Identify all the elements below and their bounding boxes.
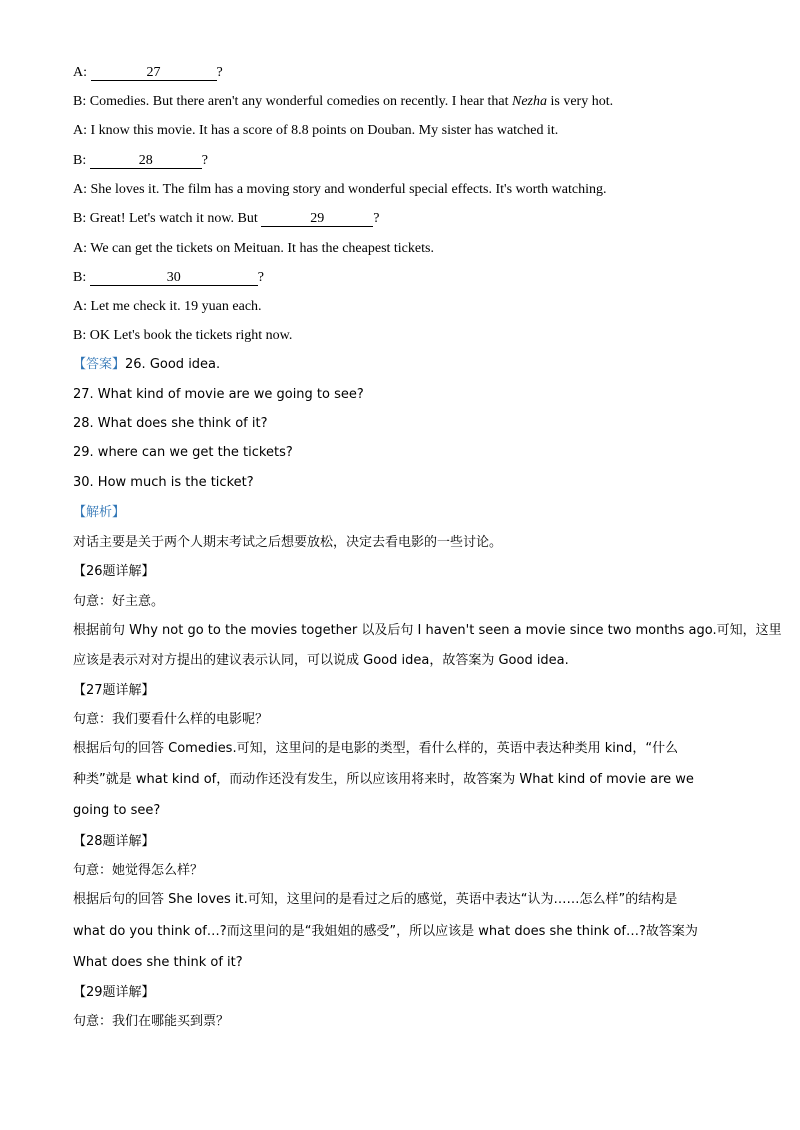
line-text: She loves it. The film has a moving story and wonderful special effects. It's worth watching. [90,182,607,197]
speaker: B: [73,153,90,168]
answer-blank-29: 29 [261,211,373,227]
detail-header-28: 【28题详解】 [73,834,155,849]
dialogue-line-a2 [73,122,558,140]
detail-text-27-1: 根据后句的回答 Comedies.可知，这里问的是电影的类型，看什么样的，英语中表达种类用 kind，“什么 [73,741,679,756]
dialogue-line-a3 [73,181,607,199]
line-end: ? [373,211,380,226]
detail-meaning-27: 句意：我们要看什么样的电影呢？ [73,712,269,727]
line-text: OK Let's book the tickets right now. [89,328,293,343]
detail-header-26: 【26题详解】 [73,564,155,579]
line-text-end: is very hot. [546,94,614,109]
answer-line-29: 29. where can we get the tickets? [73,445,293,460]
detail-meaning-29: 句意：我们在哪能买到票？ [73,1014,230,1029]
detail-meaning-28: 句意：她觉得怎么样？ [73,863,204,878]
answer-line-27: 27. What kind of movie are we going to see? [73,387,364,402]
dialogue-line-a5 [73,298,262,316]
speaker: B: [73,94,90,109]
line-text: I know this movie. It has a score of 8.8 points on Douban. My sister has watched it. [90,123,559,138]
movie-title: Nezha [511,94,547,109]
dialogue-line-29 [73,210,379,228]
dialogue-line-30 [73,269,264,287]
speaker: B: [73,211,90,226]
speaker: B: [73,328,90,343]
line-text: We can get the tickets on Meituan. It has the cheapest tickets. [90,241,434,256]
detail-text-27-3: going to see? [73,803,161,818]
detail-header-27: 【27题详解】 [73,683,155,698]
detail-text-28-1: 根据后句的回答 She loves it.可知，这里问的是看过之后的感觉，英语中表达“认为……怎么样”的结构是 [73,892,678,907]
line-text: Comedies. But there aren't any wonderful comedies on recently. I hear that [89,94,512,109]
speaker: A: [73,123,91,138]
dialogue-line-a4 [73,240,434,258]
detail-header-29: 【29题详解】 [73,985,155,1000]
detail-text-26-2: 应该是表示对对方提出的建议表示认同，可以说成 Good idea，故答案为 Good idea. [73,653,569,668]
detail-meaning-26: 句意：好主意。 [73,594,165,609]
answer-line-26 [73,356,220,374]
detail-text-28-3: What does she think of it? [73,955,243,970]
line-end: ? [257,270,264,285]
line-end: ? [201,153,208,168]
detail-text-28-2: what do you think of…?而这里问的是“我姐姐的感受”，所以应该是 what does she think of…?故答案为 [73,924,698,939]
detail-text-26-1: 根据前句 Why not go to the movies together 以及后句 I haven't seen a movie since two months ago.可知，这里 [73,623,782,638]
dialogue-line-b1 [73,93,613,111]
analysis-label: 【解析】 [73,505,126,520]
answer-line-28: 28. What does she think of it? [73,416,268,431]
speaker: A: [73,182,91,197]
speaker: A: [73,241,91,256]
answer-blank-28: 28 [90,153,202,169]
answer-blank-27: 27 [91,65,217,81]
answer-label: 【答案】 [73,357,126,372]
answer-26: 26. Good idea. [125,357,221,372]
speaker: B: [73,270,90,285]
speaker: A: [73,65,91,80]
speaker: A: [73,299,91,314]
answer-line-30: 30. How much is the ticket? [73,475,254,490]
answer-blank-30: 30 [90,270,258,286]
dialogue-line-b5 [73,327,292,345]
line-text: Great! Let's watch it now. But [89,211,262,226]
detail-text-27-2: 种类”就是 what kind of，而动作还没有发生，所以应该用将来时，故答案为 What kind of movie are we [73,772,694,787]
analysis-intro: 对话主要是关于两个人期末考试之后想要放松，决定去看电影的一些讨论。 [73,535,503,550]
dialogue-line-27 [73,64,223,82]
line-text: Let me check it. 19 yuan each. [90,299,262,314]
dialogue-line-28 [73,152,208,170]
line-end: ? [216,65,223,80]
